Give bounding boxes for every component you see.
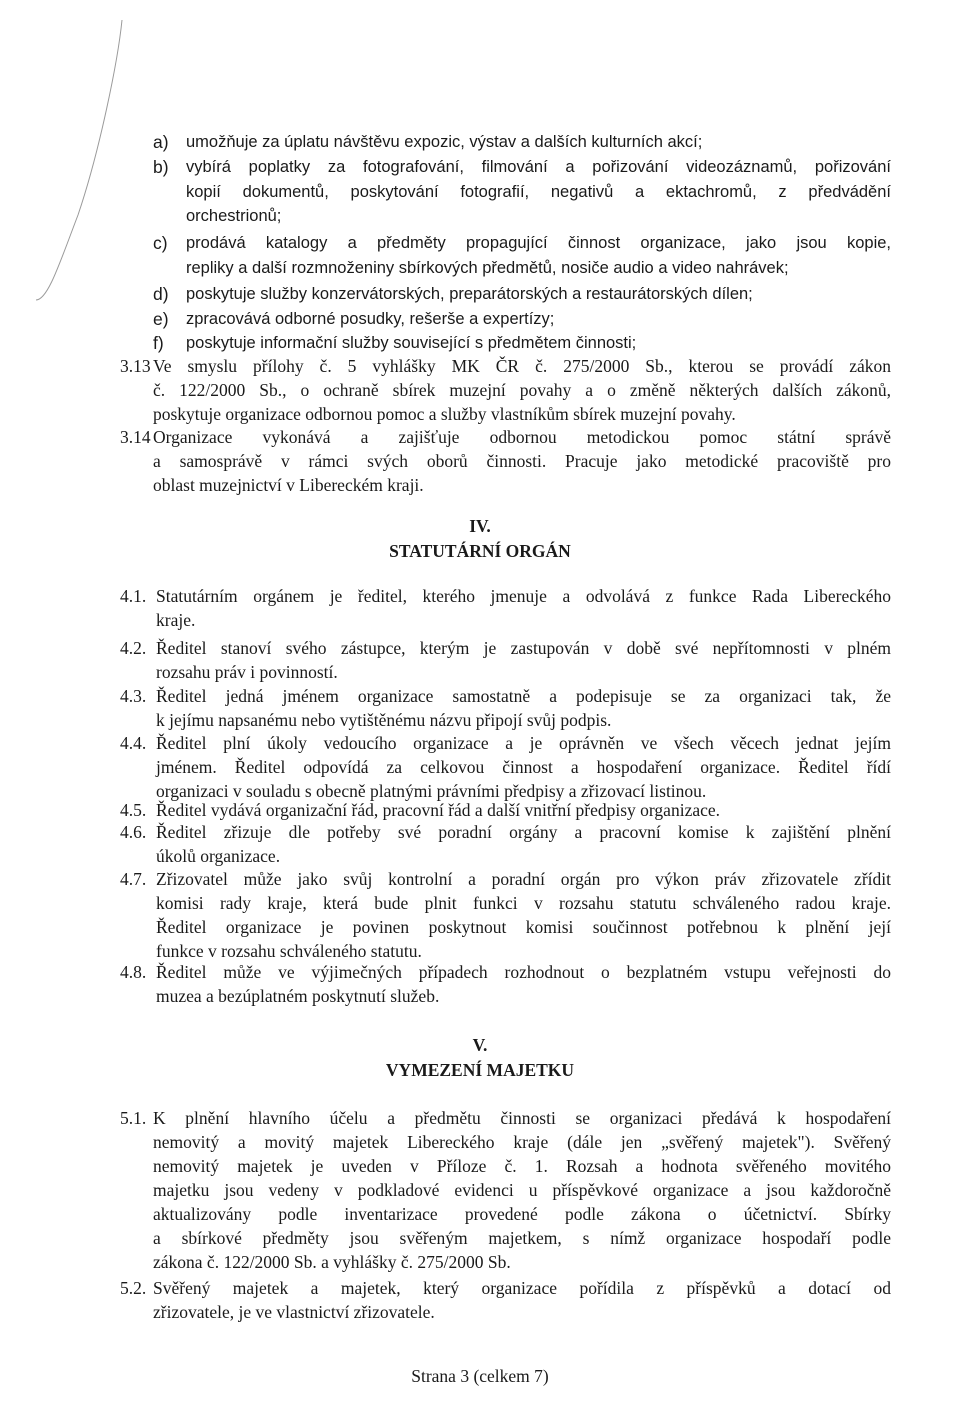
text-line: nemovitý a movitý majetek Libereckého kraje (dále jen „svěřený majetek"). Svěřený: [153, 1132, 891, 1152]
text-line: zpracovává odborné posudky, rešerše a expertízy;: [186, 310, 555, 328]
text-line: kraje.: [156, 610, 196, 630]
text-line: Ředitel může ve výjimečných případech rozhodnout o bezplatném vstupu veřejnosti do: [156, 962, 891, 982]
item-number: d): [153, 284, 169, 304]
item-number: 4.7.: [120, 869, 147, 889]
text-line: jménem. Ředitel odpovídá za celkovou činnost a hospodaření organizace. Ředitel řídí: [156, 757, 891, 777]
text-line: funkce v rozsahu schváleného statutu.: [156, 941, 422, 961]
item-number: 5.1.: [120, 1108, 147, 1128]
text-line: muzea a bezúplatném poskytnutí služeb.: [156, 986, 440, 1006]
text-line: poskytuje služby konzervátorských, preparátorských a restaurátorských dílen;: [186, 285, 753, 303]
text-line: k jejímu napsanému nebo vytištěnému názvu připojí svůj podpis.: [156, 710, 612, 730]
item-number: 3.13: [120, 356, 151, 376]
text-line: repliky a další rozmnoženiny sbírkových předmětů, nosiče audio a video nahrávek;: [186, 259, 789, 277]
item-number: 5.2.: [120, 1278, 147, 1298]
text-line: poskytuje organizace odbornou pomoc a služby vlastníkům sbírek muzejní povahy.: [153, 404, 736, 424]
item-number: 4.4.: [120, 733, 147, 753]
text-line: organizaci v souladu s obecně platnými právními předpisy a zřizovací listinou.: [156, 781, 707, 801]
item-number: f): [153, 333, 164, 353]
section-number: IV.: [469, 516, 491, 536]
page-footer: Strana 3 (celkem 7): [411, 1366, 549, 1386]
text-line: Ředitel stanoví svého zástupce, kterým je zastupován v době své nepřítomnosti v plném: [156, 638, 891, 658]
text-line: Svěřený majetek a majetek, který organizace pořídila z příspěvků a dotací od: [153, 1278, 891, 1298]
item-number: 4.6.: [120, 822, 147, 842]
text-line: zákona č. 122/2000 Sb. a vyhlášky č. 275/2000 Sb.: [153, 1252, 511, 1272]
text-line: Organizace vykonává a zajišťuje odbornou metodickou pomoc státní správě: [153, 427, 891, 447]
text-line: a sbírkové předměty jsou svěřeným majetkem, s nímž organizace hospodaří podle: [153, 1228, 891, 1248]
text-line: Ředitel vydává organizační řád, pracovní řád a další vnitřní předpisy organizace.: [156, 800, 721, 820]
item-number: 4.8.: [120, 962, 147, 982]
item-number: 4.5.: [120, 800, 147, 820]
text-line: umožňuje za úplatu návštěvu expozic, výstav a dalších kulturních akcí;: [186, 133, 703, 151]
item-number: 4.2.: [120, 638, 147, 658]
item-number: a): [153, 132, 169, 152]
item-number: c): [153, 233, 168, 253]
section-title: STATUTÁRNÍ ORGÁN: [389, 541, 571, 561]
section-title: VYMEZENÍ MAJETKU: [385, 1060, 575, 1080]
text-line: nemovitý majetek je uveden v Příloze č. 1. Rozsah a hodnota svěřeného movitého: [153, 1156, 891, 1176]
section-number: V.: [472, 1035, 488, 1055]
text-line: Ředitel organizace je povinen poskytnout komisi součinnost potřebnou k plnění její: [156, 917, 891, 937]
text-line: vybírá poplatky za fotografování, filmování a pořizování videozáznamů, pořizování: [186, 158, 891, 176]
text-line: K plnění hlavního účelu a předmětu činnosti se organizaci předává k hospodaření: [153, 1108, 891, 1128]
item-number: e): [153, 309, 169, 329]
text-line: Statutárním orgánem je ředitel, kterého jmenuje a odvolává z funkce Rada Libereckého: [156, 586, 891, 606]
text-line: majetku jsou vedeny v podkladové evidenci u příspěvkové organizace a jsou každoročně: [153, 1180, 891, 1200]
text-line: orchestrionů;: [186, 207, 282, 225]
text-line: aktualizovány podle inventarizace provedené podle zákona o účetnictví. Sbírky: [153, 1204, 891, 1224]
item-number: b): [153, 157, 169, 177]
text-line: kopií dokumentů, poskytování fotografií, negativů a ektachromů, z předvádění: [186, 183, 891, 201]
text-line: prodává katalogy a předměty propagující činnost organizace, jako jsou kopie,: [186, 234, 891, 252]
text-line: a samosprávě v rámci svých oborů činnosti. Pracuje jako metodické pracoviště pro: [153, 451, 891, 471]
text-line: komisi rady kraje, která bude plnit funkci v rozsahu statutu schváleného radou kraje.: [156, 893, 891, 913]
item-number: 4.1.: [120, 586, 147, 606]
text-line: Ve smyslu přílohy č. 5 vyhlášky MK ČR č. 275/2000 Sb., kterou se provádí zákon: [153, 356, 891, 376]
text-line: Ředitel zřizuje dle potřeby své poradní orgány a pracovní komise k zajištění plnění: [156, 822, 891, 842]
text-line: rozsahu práv i povinností.: [156, 662, 338, 682]
text-line: zřizovatele, je ve vlastnictví zřizovatele.: [153, 1302, 435, 1322]
text-line: Ředitel jedná jménem organizace samostatně a podepisuje se za organizaci tak, že: [156, 686, 891, 706]
text-line: č. 122/2000 Sb., o ochraně sbírek muzejní povahy a o změně některých dalších zákonů,: [153, 380, 891, 400]
item-number: 4.3.: [120, 686, 147, 706]
item-number: 3.14: [120, 427, 151, 447]
text-line: úkolů organizace.: [156, 846, 281, 866]
text-line: poskytuje informační služby související s předmětem činnosti;: [186, 334, 637, 352]
text-line: oblast muzejnictví v Libereckém kraji.: [153, 475, 424, 495]
text-line: Ředitel plní úkoly vedoucího organizace a je oprávněn ve všech věcech jednat jejím: [156, 733, 891, 753]
text-line: Zřizovatel může jako svůj kontrolní a poradní orgán pro výkon práv zřizovatele zřídit: [156, 869, 891, 889]
